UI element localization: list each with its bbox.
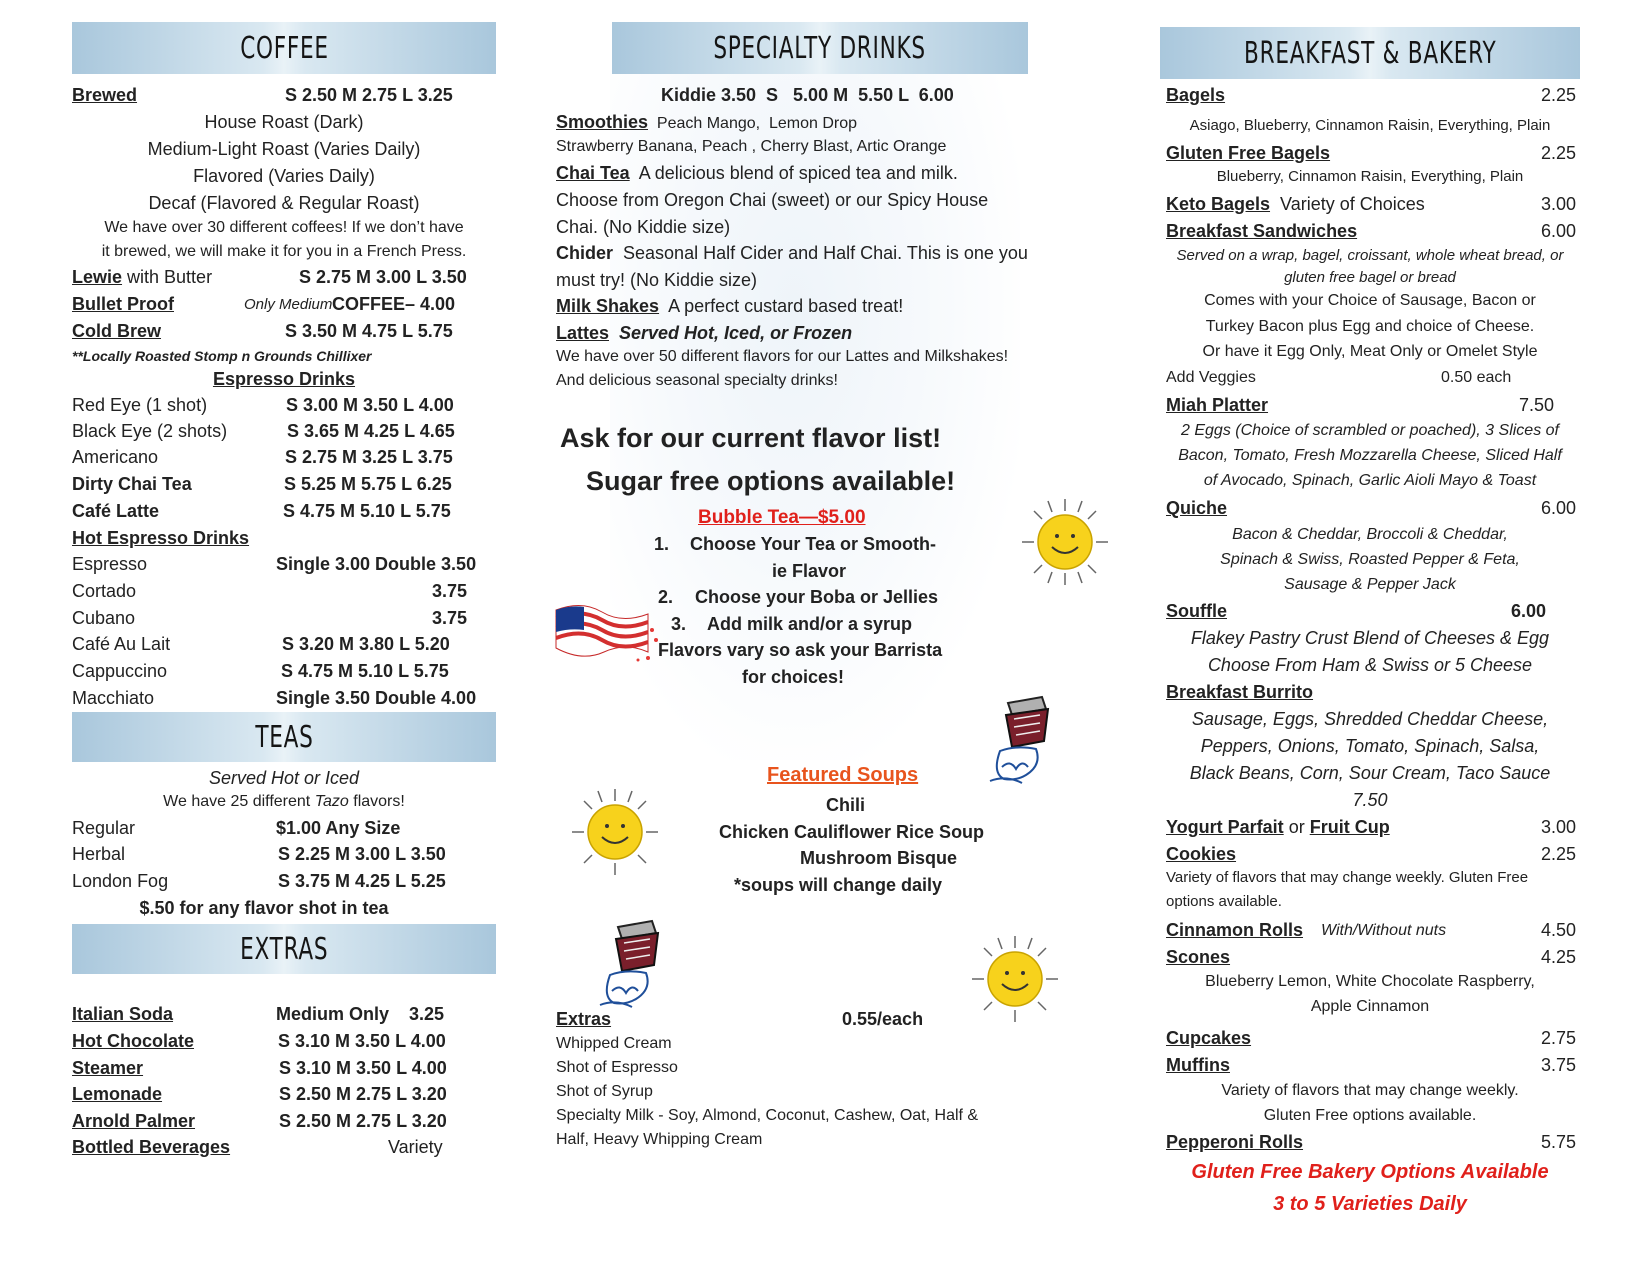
menu-row-espresso xyxy=(72,392,496,419)
item-price: 0.55/each xyxy=(842,1009,924,1029)
item-name: Café Au Lait xyxy=(72,634,171,654)
cold-brew-note: **Locally Roasted Stomp n Grounds Chillixer xyxy=(72,348,372,364)
item-price: S 2.25 M 3.00 L 3.50 xyxy=(278,844,446,864)
coffee-banner xyxy=(72,22,496,74)
roast-line: House Roast (Dark) xyxy=(204,112,364,132)
item-desc: With/Without nuts xyxy=(1321,922,1447,939)
item-price: 6.00 xyxy=(1540,498,1576,518)
miah-desc: Bacon, Tomato, Fresh Mozzarella Cheese, Sliced Half xyxy=(1178,447,1562,464)
frozen-drink-icon xyxy=(986,695,1058,785)
menu-row-cookies xyxy=(1166,841,1580,868)
item-name: Cappuccino xyxy=(72,661,168,681)
item-price: S 4.75 M 5.10 L 5.75 xyxy=(283,501,451,521)
item-name: Keto Bagels xyxy=(1166,194,1271,214)
item-price: 3.75 xyxy=(432,608,468,628)
menu-row-espresso xyxy=(72,418,496,445)
item-name: Brewed xyxy=(72,85,138,105)
menu-row-extra xyxy=(72,1134,496,1161)
sandwich-comes: Turkey Bacon plus Egg and choice of Cheese. xyxy=(1205,318,1535,335)
menu-row-keto xyxy=(1166,191,1580,218)
menu-row-hot xyxy=(72,605,496,632)
item-desc: A delicious blend of spiced tea and milk. xyxy=(629,163,958,183)
column-coffee-teas-extras xyxy=(72,0,496,1275)
item-note: Only Medium xyxy=(244,296,333,313)
item-name: Souffle xyxy=(1166,601,1227,621)
item-name: Gluten Free Bagels xyxy=(1166,143,1331,163)
item-price: 2.25 xyxy=(1540,143,1576,163)
lattes-line xyxy=(556,320,1076,347)
menu-row-hot xyxy=(72,658,496,685)
item-price: S 3.10 M 3.50 L 4.00 xyxy=(279,1058,447,1078)
item-name: Breakfast Sandwiches xyxy=(1166,221,1358,241)
item-price: S 2.50 M 2.75 L 3.25 xyxy=(285,85,453,105)
roast-line: Decaf (Flavored & Regular Roast) xyxy=(148,193,420,213)
item-name: Espresso xyxy=(72,554,148,574)
extras-banner xyxy=(72,924,496,974)
chai-line xyxy=(556,160,1076,187)
item-name: Milk Shakes xyxy=(556,296,660,316)
extra-item: Shot of Espresso xyxy=(556,1059,678,1076)
item-price: $1.00 Any Size xyxy=(276,818,401,838)
sun-icon xyxy=(1020,497,1110,587)
item-price: 7.50 xyxy=(1518,395,1554,415)
menu-row-cold-brew xyxy=(72,318,496,345)
menu-row-hot xyxy=(72,685,496,712)
menu-row-tea xyxy=(72,868,496,895)
item-name: Cortado xyxy=(72,581,137,601)
item-name: Smoothies xyxy=(556,112,649,132)
step-number: 2. xyxy=(658,587,674,607)
item-name: Lemonade xyxy=(72,1084,163,1104)
soup-note: *soups will change daily xyxy=(734,875,943,895)
gluten-free-note: Gluten Free Bakery Options Available xyxy=(1191,1161,1549,1183)
item-price: S 3.65 M 4.25 L 4.65 xyxy=(287,421,455,441)
menu-row-hot xyxy=(72,578,496,605)
item-desc: Seasonal Half Cider and Half Chai. This is one you xyxy=(613,243,1028,263)
bubble-step-3: 3. Add milk and/or a syrup xyxy=(556,611,1076,638)
item-name: Café Latte xyxy=(72,501,160,521)
bagels-desc: Asiago, Blueberry, Cinnamon Raisin, Everything, Plain xyxy=(1189,117,1551,134)
menu-row-espresso xyxy=(72,471,496,498)
item-desc: A perfect custard based treat! xyxy=(659,296,904,316)
item-price: 3.00 xyxy=(1540,194,1576,214)
menu-row-espresso xyxy=(72,444,496,471)
menu-row-lewie xyxy=(72,264,496,291)
tea-flavor-shot: $.50 for any flavor shot in tea xyxy=(139,898,389,918)
item-name: Extras xyxy=(556,1009,612,1029)
sandwich-served: Served on a wrap, bagel, croissant, whole wheat bread, or xyxy=(1176,247,1564,264)
menu-row-muffins xyxy=(1166,1052,1580,1079)
item-price: Single 3.00 Double 3.50 xyxy=(276,554,477,574)
item-price: S 3.20 M 3.80 L 5.20 xyxy=(282,634,450,654)
burrito-desc: Peppers, Onions, Tomato, Spinach, Salsa, xyxy=(1200,736,1540,756)
menu-row-quiche xyxy=(1166,495,1580,522)
add-veggies xyxy=(1166,364,1580,391)
bubble-tea-title: Bubble Tea—$5.00 xyxy=(698,507,866,528)
item-name: Fruit Cup xyxy=(1309,817,1390,837)
kiddie-prices: Kiddie 3.50 S 5.00 M 5.50 L 6.00 xyxy=(661,85,954,105)
item-name: Breakfast Burrito xyxy=(1166,682,1314,702)
sun-icon xyxy=(970,934,1060,1024)
chai-desc: Chai. (No Kiddie size) xyxy=(556,217,731,237)
extra-item: Half, Heavy Whipping Cream xyxy=(556,1131,763,1148)
burrito-desc: Sausage, Eggs, Shredded Cheddar Cheese, xyxy=(1191,709,1549,729)
breakfast-banner xyxy=(1160,27,1580,79)
item-name: Lattes xyxy=(556,323,610,343)
item-price: 2.75 xyxy=(1540,1028,1576,1048)
sandwich-comes: Comes with your Choice of Sausage, Bacon or xyxy=(1204,292,1536,309)
muffins-desc: Variety of flavors that may change weekly. xyxy=(1221,1082,1519,1099)
item-price: S 2.75 M 3.00 L 3.50 xyxy=(299,267,467,287)
item-name: Cold Brew xyxy=(72,321,162,341)
menu-row-hot xyxy=(72,551,496,578)
item-desc: Variety of Choices xyxy=(1270,194,1425,214)
item-name: Scones xyxy=(1166,947,1231,967)
item-price: 3.75 xyxy=(1540,1055,1576,1075)
bubble-step-2: 2. Choose your Boba or Jellies xyxy=(556,584,1076,611)
soups-title: Featured Soups xyxy=(767,764,919,786)
specialty-title: SPECIALTY DRINKS xyxy=(713,30,927,66)
ask-flavor-list: Ask for our current flavor list! xyxy=(560,423,942,453)
step-number: 1. xyxy=(654,534,670,554)
menu-row-pepperoni xyxy=(1166,1129,1580,1156)
chider-desc: must try! (No Kiddie size) xyxy=(556,270,758,290)
item-name: London Fog xyxy=(72,871,169,891)
gf-bagels-desc: Blueberry, Cinnamon Raisin, Everything, Plain xyxy=(1216,168,1524,185)
burrito-price: 7.50 xyxy=(1352,790,1388,810)
menu-row-miah xyxy=(1166,392,1580,419)
item-price: S 5.25 M 5.75 L 6.25 xyxy=(284,474,452,494)
extra-item: Whipped Cream xyxy=(556,1035,672,1052)
milkshakes-line xyxy=(556,293,1076,320)
item-name: Chider xyxy=(556,243,614,263)
item-name: Quiche xyxy=(1166,498,1228,518)
item-name: Cubano xyxy=(72,608,136,628)
smoothies-flavors: Strawberry Banana, Peach , Cherry Blast, Artic Orange xyxy=(556,138,947,155)
item-name: Herbal xyxy=(72,844,126,864)
bubble-note: Flavors vary so ask your Barrista xyxy=(658,640,943,660)
menu-row-burrito xyxy=(1166,679,1580,706)
item-price: Single 3.50 Double 4.00 xyxy=(276,688,477,708)
scones-desc: Apple Cinnamon xyxy=(1310,998,1430,1015)
lattes-note: We have over 50 different flavors for our Lattes and Milkshakes! xyxy=(556,348,1009,365)
extras-title: EXTRAS xyxy=(239,931,329,967)
menu-row-parfait: Yogurt Parfait or Fruit Cup 3.00 xyxy=(1166,814,1580,841)
souffle-desc: Choose From Ham & Swiss or 5 Cheese xyxy=(1207,655,1533,675)
item-name: Hot Chocolate xyxy=(72,1031,195,1051)
menu-row-sandwiches xyxy=(1166,218,1580,245)
hot-espresso-heading: Hot Espresso Drinks xyxy=(72,528,250,548)
item-price: S 2.50 M 2.75 L 3.20 xyxy=(279,1084,447,1104)
chider-line xyxy=(556,240,1076,267)
extra-item: Specialty Milk - Soy, Almond, Coconut, Cashew, Oat, Half & xyxy=(556,1107,979,1124)
item-price: Medium Only 3.25 xyxy=(276,1004,445,1024)
menu-row-scones xyxy=(1166,944,1580,971)
burrito-desc: Black Beans, Corn, Sour Cream, Taco Sauce xyxy=(1189,763,1551,783)
item-desc: with Butter xyxy=(122,267,213,287)
item-name: Cookies xyxy=(1166,844,1237,864)
american-flag-icon xyxy=(552,600,660,666)
item-price: 5.75 xyxy=(1540,1132,1576,1152)
item-price: 2.25 xyxy=(1540,844,1576,864)
item-name: Regular xyxy=(72,818,136,838)
item-price: Variety xyxy=(388,1137,443,1157)
coffee-note: it brewed, we will make it for you in a French Press. xyxy=(101,243,467,260)
item-price: S 3.10 M 3.50 L 4.00 xyxy=(278,1031,446,1051)
item-name: Muffins xyxy=(1166,1055,1230,1075)
espresso-heading: Espresso Drinks xyxy=(212,369,356,389)
menu-row-extra xyxy=(72,1108,496,1135)
smoothies-line xyxy=(556,109,1076,136)
quiche-desc: Sausage & Pepper Jack xyxy=(1284,576,1456,593)
item-name: Pepperoni Rolls xyxy=(1166,1132,1304,1152)
gluten-free-note: 3 to 5 Varieties Daily xyxy=(1273,1193,1467,1215)
item-price: S 2.50 M 2.75 L 3.20 xyxy=(279,1111,447,1131)
item-price: 2.25 xyxy=(1540,85,1576,105)
item-name: Black Eye (2 shots) xyxy=(72,421,228,441)
step-number: 3. xyxy=(671,614,687,634)
item-name: Bagels xyxy=(1166,85,1226,105)
souffle-desc: Flakey Pastry Crust Blend of Cheeses & Egg xyxy=(1190,628,1550,648)
menu-row-brewed xyxy=(72,82,496,109)
item-price: 4.50 xyxy=(1540,920,1576,940)
miah-desc: 2 Eggs (Choice of scrambled or poached), 3 Slices of xyxy=(1181,422,1559,439)
chai-desc: Choose from Oregon Chai (sweet) or our Spicy House xyxy=(556,190,989,210)
teas-title: TEAS xyxy=(254,719,314,755)
item-name: Yogurt Parfait xyxy=(1166,817,1284,837)
soup-item: Chicken Cauliflower Rice Soup xyxy=(719,822,985,842)
bubble-note: for choices! xyxy=(742,667,845,687)
coffee-title: COFFEE xyxy=(239,30,329,66)
specialty-banner xyxy=(612,22,1028,74)
item-price: 6.00 xyxy=(1510,601,1546,621)
menu-row-espresso xyxy=(72,498,496,525)
bubble-step-1-cont: ie Flavor xyxy=(772,561,847,581)
item-name: Chai Tea xyxy=(556,163,630,183)
item-name: Macchiato xyxy=(72,688,155,708)
quiche-desc: Spinach & Swiss, Roasted Pepper & Feta, xyxy=(1220,551,1520,568)
item-price: 3.00 xyxy=(1540,817,1576,837)
cookies-desc: options available. xyxy=(1166,893,1282,910)
breakfast-title: BREAKFAST & BAKERY xyxy=(1243,35,1497,71)
sandwich-served: gluten free bagel or bread xyxy=(1284,269,1456,286)
item-name: Lewie xyxy=(72,267,123,287)
menu-row-souffle xyxy=(1166,598,1580,625)
teas-served: Served Hot or Iced xyxy=(208,768,360,788)
lattes-note: And delicious seasonal specialty drinks! xyxy=(556,372,838,389)
item-price: 0.50 each xyxy=(1441,369,1512,386)
menu-row-tea xyxy=(72,815,496,842)
roast-line: Medium-Light Roast (Varies Daily) xyxy=(147,139,421,159)
item-name: Miah Platter xyxy=(1166,395,1269,415)
item-name: Red Eye (1 shot) xyxy=(72,395,208,415)
sun-icon xyxy=(570,787,660,877)
item-price: S 3.75 M 4.25 L 5.25 xyxy=(278,871,446,891)
item-name: Bullet Proof xyxy=(72,294,174,314)
item-name: Arnold Palmer xyxy=(72,1111,196,1131)
item-price: S 3.50 M 4.75 L 5.75 xyxy=(285,321,453,341)
item-name: Italian Soda xyxy=(72,1004,174,1024)
item-name: Steamer xyxy=(72,1058,144,1078)
column-breakfast-bakery xyxy=(1160,0,1580,1275)
item-name: Bottled Beverages xyxy=(72,1137,231,1157)
item-name: Cinnamon Rolls xyxy=(1166,920,1304,940)
cookies-desc: Variety of flavors that may change weekly. Gluten Free xyxy=(1166,869,1529,886)
item-name: Dirty Chai Tea xyxy=(72,474,192,494)
menu-row-extra xyxy=(72,1081,496,1108)
sugar-free: Sugar free options available! xyxy=(586,466,956,496)
menu-row-bullet-proof xyxy=(72,291,496,318)
item-desc: Served Hot, Iced, or Frozen xyxy=(609,323,853,343)
frozen-drink-icon xyxy=(596,919,668,1009)
soup-item: Chili xyxy=(826,795,865,815)
extra-item: Shot of Syrup xyxy=(556,1083,653,1100)
sandwich-comes: Or have it Egg Only, Meat Only or Omelet Style xyxy=(1202,343,1538,360)
item-price: 4.25 xyxy=(1540,947,1576,967)
menu-row-gf-bagels xyxy=(1166,140,1580,167)
item-price: 3.75 xyxy=(432,581,468,601)
menu-row-hot xyxy=(72,631,496,658)
menu-row-bagels xyxy=(1166,82,1580,109)
menu-row-extra xyxy=(72,1001,496,1028)
bubble-step-1: 1. Choose Your Tea or Smooth- xyxy=(556,531,1076,558)
quiche-desc: Bacon & Cheddar, Broccoli & Cheddar, xyxy=(1232,526,1508,543)
menu-row-tea xyxy=(72,841,496,868)
menu-row-extra xyxy=(72,1055,496,1082)
item-name: Americano xyxy=(72,447,159,467)
muffins-desc: Gluten Free options available. xyxy=(1263,1107,1477,1124)
item-price: S 2.75 M 3.25 L 3.75 xyxy=(285,447,453,467)
miah-desc: of Avocado, Spinach, Garlic Aioli Mayo & Toast xyxy=(1203,472,1537,489)
menu-row-cupcakes xyxy=(1166,1025,1580,1052)
soup-item: Mushroom Bisque xyxy=(800,848,958,868)
teas-tazo-note: We have 25 different Tazo flavors! xyxy=(163,793,405,810)
teas-banner xyxy=(72,712,496,762)
coffee-note: We have over 30 different coffees! If we don’t have xyxy=(104,219,464,236)
menu-row-extra xyxy=(72,1028,496,1055)
item-name: Cupcakes xyxy=(1166,1028,1252,1048)
item-name: Add Veggies xyxy=(1166,369,1256,386)
item-desc: Peach Mango, Lemon Drop xyxy=(648,115,858,132)
menu-row-cinnamon xyxy=(1166,917,1580,944)
item-price: COFFEE– 4.00 xyxy=(332,294,456,314)
item-price: S 4.75 M 5.10 L 5.75 xyxy=(281,661,449,681)
item-price: S 3.00 M 3.50 L 4.00 xyxy=(286,395,454,415)
roast-line: Flavored (Varies Daily) xyxy=(193,166,375,186)
item-price: 6.00 xyxy=(1540,221,1576,241)
scones-desc: Blueberry Lemon, White Chocolate Raspberry, xyxy=(1205,973,1535,990)
